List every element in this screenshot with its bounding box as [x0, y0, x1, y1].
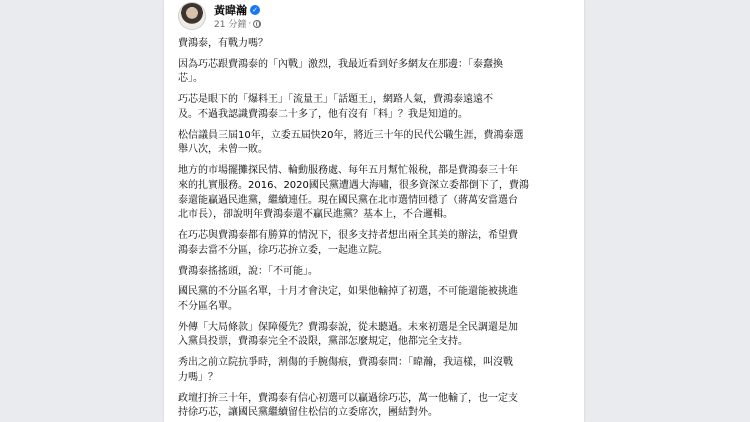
post-paragraph [178, 37, 570, 52]
verified-badge-icon: ✓ [250, 5, 260, 15]
paragraph-line: 費鴻泰搖搖頭，說：「不可能」。 [178, 265, 318, 277]
facebook-post-card [164, 0, 584, 422]
author-avatar[interactable] [178, 2, 206, 30]
paragraph-line: 不分區名單。 [178, 300, 238, 312]
paragraph-line: 持徐巧芯，讓國民黨繼續留住松信的立委席次，團結對外。 [178, 407, 438, 419]
post-body [178, 37, 570, 422]
paragraph-line: 北市長），卻說明年費鴻泰還不贏民進黨？基本上，不合邏輯。 [178, 209, 453, 221]
paragraph-line: 鴻泰去當不分區，徐巧芯拚立委，一起進立院。 [178, 244, 388, 256]
post-paragraph [178, 129, 570, 158]
post-paragraph [178, 58, 570, 87]
post-paragraph [178, 392, 570, 421]
post-paragraph [178, 93, 570, 122]
paragraph-line: 及。不過我認識費鴻泰二十多了，他有沒有「料」？我是知道的。 [178, 108, 468, 120]
paragraph-line: 地方的市場擺攤探民情、輪動服務處、每年五月幫忙報稅，都是費鴻泰三十年 [178, 165, 518, 177]
paragraph-line: 國民黨的不分區名單，十月才會決定，如果他輸掉了初選，不可能還能被挑進 [178, 286, 518, 298]
post-paragraph [178, 265, 570, 280]
globe-icon[interactable] [253, 20, 261, 28]
paragraph-line: 松信議員三屆10年，立委五屆快20年，將近三十年的民代公職生涯，費鴻泰選 [178, 129, 524, 141]
author-name[interactable]: 黃暐瀚 [214, 4, 247, 17]
paragraph-line: 來的扎實服務。2016、2020國民黨遭遇大海嘯，很多資深立委都倒下了，費鴻 [178, 179, 529, 191]
post-paragraph [178, 356, 570, 385]
post-paragraph [178, 229, 570, 258]
paragraph-line: 外傳「大局條款」保障優先？費鴻泰說，從未聽過。未來初選是全民調還是加 [178, 321, 518, 333]
paragraph-line: 政壇打拚三十年，費鴻泰有信心初選可以贏過徐巧芯，萬一他輸了，也一定支 [178, 392, 518, 404]
post-meta [214, 17, 261, 30]
paragraph-line: 因為巧芯跟費鴻泰的「內戰」激烈，我最近看到好多網友在那邊：「泰蠢換 [178, 58, 503, 70]
paragraph-line: 泰還能贏過民進黨，繼續連任。現在國民黨在北市選情回穩了（蔣萬安當選台 [178, 194, 518, 206]
post-paragraph [178, 321, 570, 350]
meta-separator: · [248, 18, 252, 29]
paragraph-line: 巧芯是眼下的「爆料王」「流量王」「話題王」，網路人氣，費鴻泰遠遠不 [178, 94, 493, 106]
post-header [178, 0, 568, 32]
paragraph-line: 在巧芯與費鴻泰都有勝算的情況下，很多支持者想出兩全其美的辦法，希望費 [178, 230, 518, 242]
paragraph-line: 芯」。 [178, 73, 203, 85]
paragraph-line: 秀出之前立院抗爭時，割傷的手腕傷痕，費鴻泰問：「暐瀚，我這樣，叫沒戰 [178, 357, 513, 369]
paragraph-line: 力嗎」？ [178, 371, 218, 383]
post-paragraph [178, 164, 570, 222]
post-timestamp[interactable]: 21 分鐘 [214, 20, 247, 30]
paragraph-line: 舉八次，未曾一敗。 [178, 144, 268, 156]
paragraph-line: 入黨員投票，費鴻泰完全不設限，黨部怎麼規定，他都完全支持。 [178, 336, 468, 348]
author-line [214, 2, 260, 18]
paragraph-line: 費鴻泰，有戰力嗎？ [178, 38, 268, 49]
post-paragraph [178, 285, 570, 314]
